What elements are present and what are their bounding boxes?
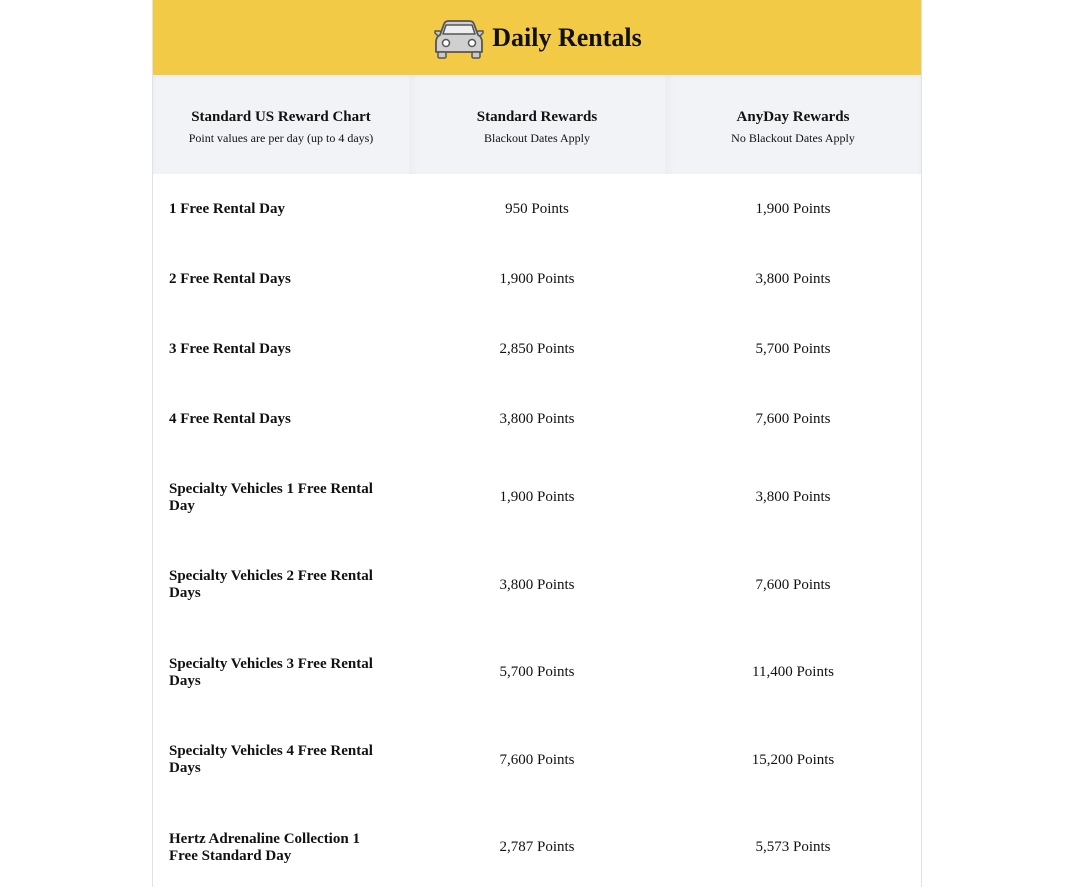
table-header <box>153 75 921 174</box>
row-label: 1 Free Rental Day <box>169 200 285 217</box>
standard-points: 1,900 Points <box>499 270 575 287</box>
row-label: 2 Free Rental Days <box>169 270 291 287</box>
standard-points: 2,850 Points <box>499 340 575 357</box>
standard-points: 5,700 Points <box>499 664 575 680</box>
anyday-points: 7,600 Points <box>755 410 831 427</box>
row-label: Specialty Vehicles 1 Free Rental Day <box>169 480 373 514</box>
anyday-points: 3,800 Points <box>755 489 831 505</box>
table-row <box>153 541 921 629</box>
row-label: Hertz Adrenaline Collection 1 Free Standard Day <box>169 830 360 864</box>
anyday-points: 7,600 Points <box>755 576 831 593</box>
table-row <box>153 384 921 454</box>
table-row <box>153 716 921 804</box>
table-row <box>153 804 921 891</box>
table-row <box>153 244 921 314</box>
row-label: 4 Free Rental Days <box>169 410 291 427</box>
standard-points: 7,600 Points <box>499 751 575 768</box>
header-cell-anyday <box>665 75 921 174</box>
car-icon <box>432 18 486 60</box>
anyday-points: 5,573 Points <box>755 839 831 855</box>
row-label: 3 Free Rental Days <box>169 340 291 357</box>
header-title: Standard US Reward Chart <box>191 109 371 125</box>
header-title: Standard Rewards <box>476 109 598 125</box>
header-subtitle: Blackout Dates Apply <box>484 131 590 145</box>
anyday-points: 5,700 Points <box>755 340 831 357</box>
standard-points: 3,800 Points <box>499 576 575 593</box>
table-row <box>153 314 921 384</box>
header-subtitle: Point values are per day (up to 4 days) <box>188 131 374 145</box>
standard-points: 3,800 Points <box>499 410 575 427</box>
anyday-points: 3,800 Points <box>755 270 831 287</box>
standard-points: 950 Points <box>505 200 569 217</box>
row-label: Specialty Vehicles 4 Free Rental Days <box>169 743 373 776</box>
header-subtitle: No Blackout Dates Apply <box>731 131 855 145</box>
header-title: AnyDay Rewards <box>736 109 850 125</box>
page-title: Daily Rentals <box>492 22 642 52</box>
table-row <box>153 629 921 716</box>
row-label: Specialty Vehicles 3 Free Rental Days <box>169 655 373 689</box>
reward-rows <box>153 174 921 891</box>
anyday-points: 11,400 Points <box>752 664 834 680</box>
header-cell-chart <box>153 75 409 174</box>
standard-points: 1,900 Points <box>499 489 575 505</box>
header-cell-standard <box>409 75 665 174</box>
banner <box>153 0 921 75</box>
standard-points: 2,787 Points <box>499 839 575 855</box>
table-row <box>153 454 921 541</box>
reward-chart-card <box>152 0 922 887</box>
anyday-points: 1,900 Points <box>755 200 831 217</box>
anyday-points: 15,200 Points <box>751 751 835 768</box>
table-row <box>153 174 921 244</box>
row-label: Specialty Vehicles 2 Free Rental Days <box>169 568 373 601</box>
